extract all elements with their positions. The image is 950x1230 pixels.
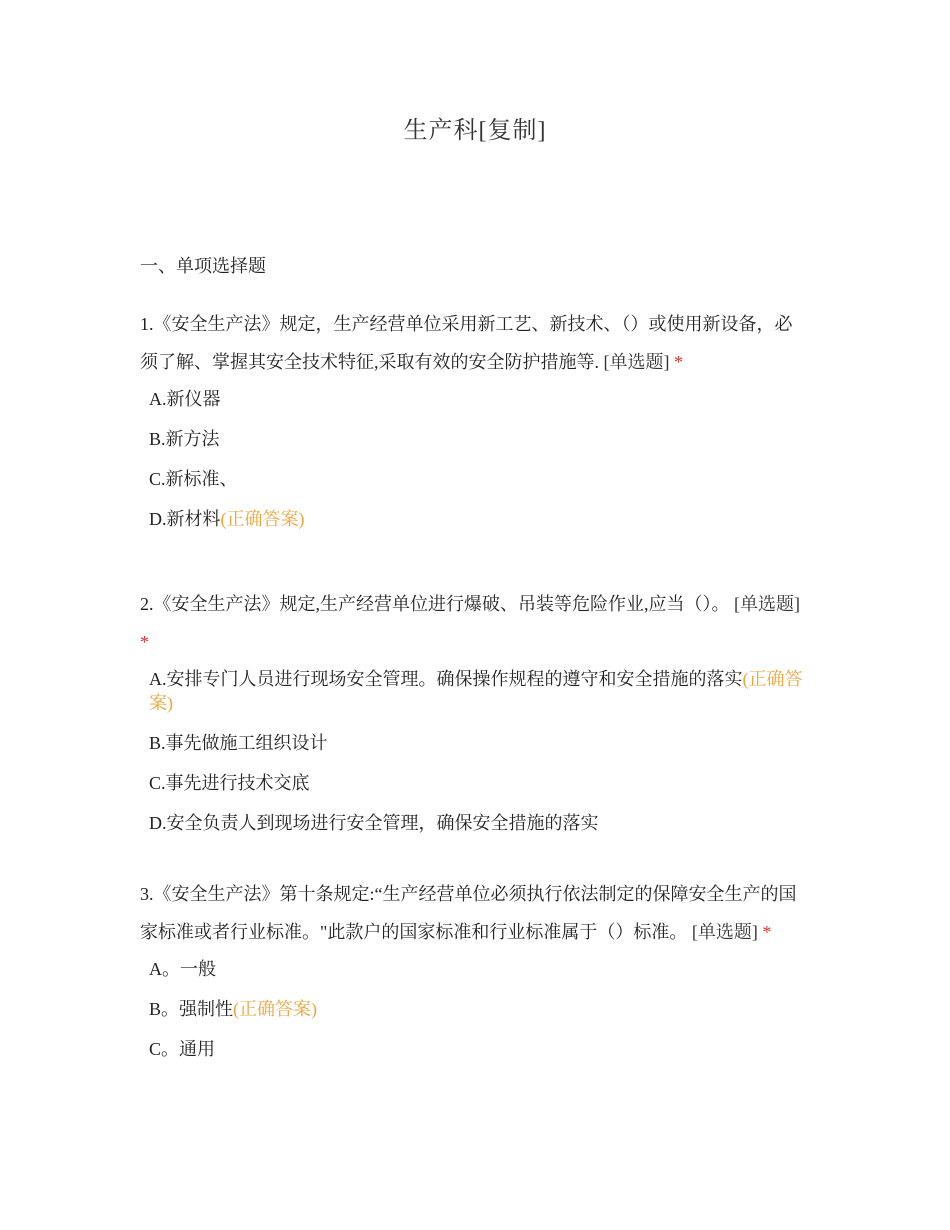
option-label: C.事先进行技术交底 xyxy=(149,773,310,793)
option-label: C.新标准、 xyxy=(149,469,238,489)
option-b[interactable] xyxy=(149,731,810,755)
question-3 xyxy=(140,875,810,1077)
option-b[interactable] xyxy=(149,427,810,451)
option-label: C。通用 xyxy=(149,1039,216,1059)
option-label: D.安全负责人到现场进行安全管理，确保安全措施的落实 xyxy=(149,813,599,833)
correct-answer-tag: (正确答案) xyxy=(220,509,305,529)
required-mark: * xyxy=(762,922,772,942)
option-c[interactable] xyxy=(149,1037,810,1061)
option-label: B。强制性 xyxy=(149,999,234,1019)
option-d[interactable] xyxy=(149,507,810,531)
option-label: B.事先做施工组织设计 xyxy=(149,733,328,753)
option-list xyxy=(140,387,810,531)
correct-answer-tag: (正确答案) xyxy=(233,999,318,1019)
option-a[interactable] xyxy=(149,957,810,981)
question-stem xyxy=(140,875,810,951)
option-label: A.安排专门人员进行现场安全管理。确保操作规程的遵守和安全措施的落实 xyxy=(149,669,743,689)
question-stem xyxy=(140,305,810,381)
option-label: D.新材料 xyxy=(149,509,221,529)
option-label: A.新仪器 xyxy=(149,389,221,409)
question-type-label: [单选题] xyxy=(603,352,670,372)
option-c[interactable] xyxy=(149,771,810,795)
question-1 xyxy=(140,305,810,547)
question-type-label: [单选题] xyxy=(734,594,800,614)
option-label: B.新方法 xyxy=(149,429,220,449)
question-stem xyxy=(140,585,810,661)
correct-answer-tag: (正确答案) xyxy=(149,669,803,713)
question-text: 1.《安全生产法》规定，生产经营单位采用新工艺、新技术、（）或使用新设备，必须了解、掌握其安全技术特征,采取有效的安全防护措施等. xyxy=(140,314,793,372)
question-2 xyxy=(140,585,810,851)
option-label: A。一般 xyxy=(149,959,216,979)
option-d[interactable] xyxy=(149,811,810,835)
option-a[interactable] xyxy=(149,667,810,715)
question-text: 2.《安全生产法》规定,生产经营单位进行爆破、吊装等危险作业,应当（）。 xyxy=(140,594,730,614)
question-type-label: [单选题] xyxy=(691,922,758,942)
option-a[interactable] xyxy=(149,387,810,411)
question-text: 3.《安全生产法》第十条规定:“生产经营单位必须执行依法制定的保障安全生产的国家标准或者行业标准。"此款户的国家标准和行业标准属于（）标准。 xyxy=(140,884,797,942)
option-b[interactable] xyxy=(149,997,810,1021)
page-title: 生产科[复制] xyxy=(403,118,547,144)
option-list xyxy=(140,957,810,1061)
required-mark: * xyxy=(674,352,683,372)
option-c[interactable] xyxy=(149,467,810,491)
required-mark: * xyxy=(140,632,149,652)
section-heading: 一、单项选择题 xyxy=(140,256,266,276)
option-list xyxy=(140,667,810,835)
